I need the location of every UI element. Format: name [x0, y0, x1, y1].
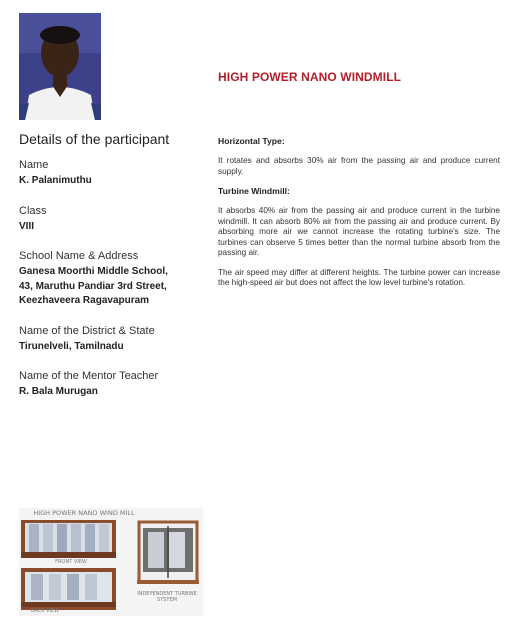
turbine-heading: Turbine Windmill:	[218, 186, 290, 196]
turbine-text: It absorbs 40% air from the passing air and produce current in the turbine windmill. It can absorb 80% air from the passing air and produce current. By absorbing more air we cannot increase the rotating turbine's size. The turbines can observe 5 times better than the normal turbine absorb from the passing air.	[218, 206, 500, 257]
school-line-2: 43, Maruthu Pandiar 3rd Street,	[19, 280, 167, 292]
class-field	[19, 205, 204, 235]
mentor-value: R. Bala Murugan	[19, 386, 98, 397]
school-line-3: Keezhaveera Ragavapuram	[19, 295, 150, 306]
school-value	[19, 265, 204, 309]
school-label: School Name & Address	[19, 250, 139, 262]
back-view-caption: BACK VIEW	[30, 608, 60, 614]
participant-photo	[19, 13, 101, 120]
district-label: Name of the District & State	[19, 324, 155, 337]
name-value: K. Palanimuthu	[19, 175, 92, 186]
project-title: HIGH POWER NANO WINDMILL	[218, 70, 402, 84]
horizontal-text: It rotates and absorbs 30% air from the passing air and produce current supply.	[218, 156, 500, 176]
participant-photo-image	[19, 13, 101, 120]
school-field	[19, 250, 204, 309]
name-label: Name	[19, 159, 49, 171]
school-line-1: Ganesa Moorthi Middle School,	[19, 266, 168, 277]
windmill-figure	[19, 508, 203, 616]
air-speed-text: The air speed may differ at different heights. The turbine power can increase the high-speed air but does not affect the low level turbine's rotation.	[218, 267, 500, 287]
mentor-label: Name of the Mentor Teacher	[19, 370, 159, 382]
district-value: Tirunelveli, Tamilnadu	[19, 340, 124, 352]
project-description	[218, 136, 500, 298]
mentor-field	[19, 370, 204, 400]
name-field	[19, 159, 204, 189]
class-value: VIII	[19, 220, 35, 232]
front-view-caption: FRONT VIEW	[55, 559, 87, 565]
independent-turbine-caption: INDEPENDENT TURBINE SYSTEM	[137, 591, 197, 603]
participant-details	[19, 131, 204, 416]
participant-section-title: Details of the participant	[19, 131, 170, 147]
district-field	[19, 325, 204, 355]
figure-title: HIGH POWER NANO WIND MILL	[33, 509, 135, 517]
horizontal-heading: Horizontal Type:	[218, 136, 285, 146]
class-label: Class	[19, 204, 47, 217]
